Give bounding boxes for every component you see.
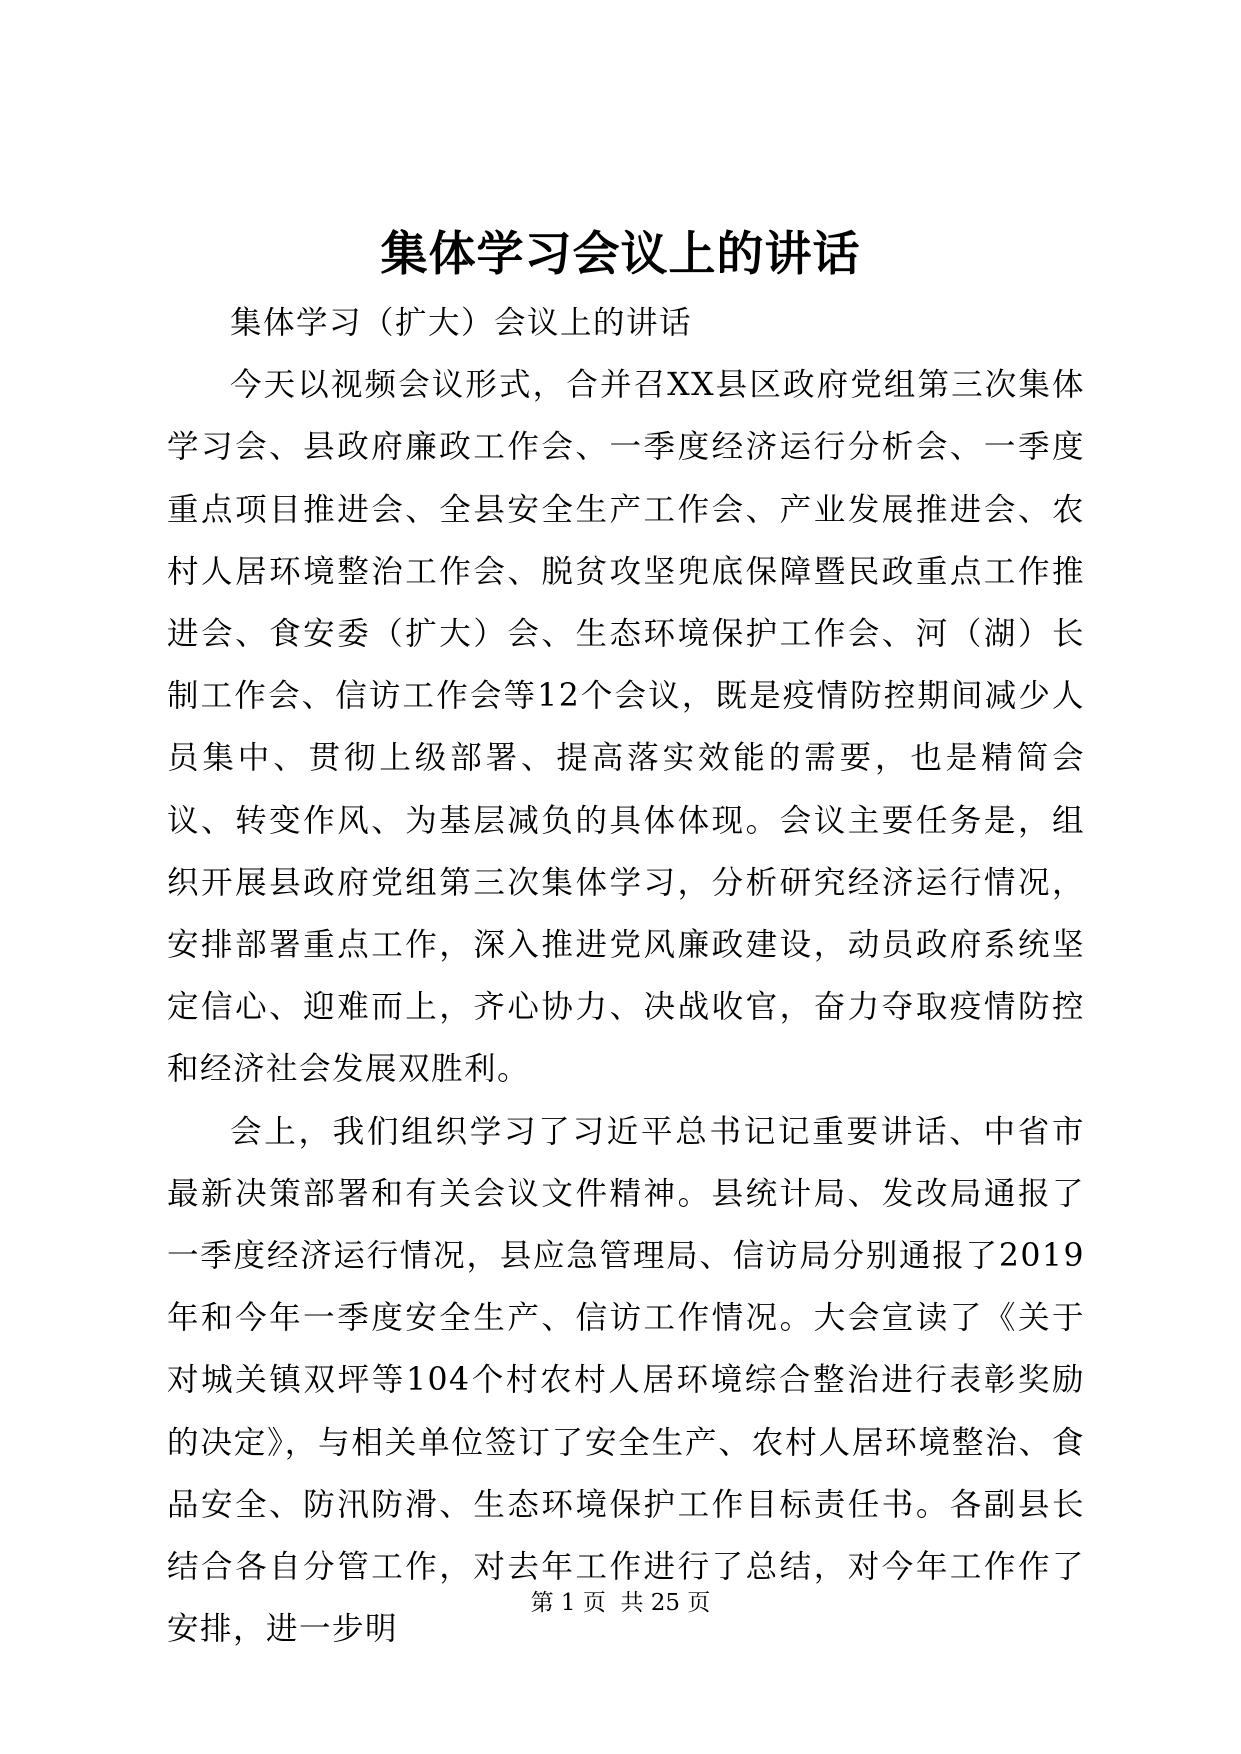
body-paragraph: 会上，我们组织学习了习近平总书记记重要讲话、中省市最新决策部署和有关会议文件精神。县统计局、发改局通报了一季度经济运行情况，县应急管理局、信访局分别通报了2019年和今年一季度安全生产、信访工作情况。大会宣读了《关于对城关镇双坪等104个村农村人居环境综合整治进行表彰奖励的决定》，与相关单位签订了安全生产、农村人居环境整治、食品安全、防汛防滑、生态环境保护工作目标责任书。各副县长结合各自分管工作，对去年工作进行了总结，对今年工作作了安排，进一步明 xyxy=(167,1113,1085,1648)
page-footer xyxy=(0,1588,1241,1618)
body-paragraph: 今天以视频会议形式，合并召XX县区政府党组第三次集体学习会、县政府廉政工作会、一季度经济运行分析会、一季度重点项目推进会、全县安全生产工作会、产业发展推进会、农村人居环境整治工作会、脱贫攻坚兜底保障暨民政重点工作推进会、食安委（扩大）会、生态环境保护工作会、河（湖）长制工作会、信访工作会等12个会议，既是疫情防控期间减少人员集中、贯彻上级部署、提高落实效能的需要，也是精简会议、转变作风、为基层减负的具体体现。会议主要任务是，组织开展县政府党组第三次集体学习，分析研究经济运行情况，安排部署重点工作，深入推进党风廉政建设，动员政府系统坚定信心、迎难而上，齐心协力、决战收官，奋力夺取疫情防控和经济社会发展双胜利。 xyxy=(167,367,1085,1088)
subtitle-paragraph: 集体学习（扩大）会议上的讲话 xyxy=(230,305,693,341)
document-body xyxy=(167,292,1085,1660)
page-number-label: 第 1 页 共 25 页 xyxy=(530,1590,711,1616)
document-title: 集体学习会议上的讲话 xyxy=(380,227,861,282)
